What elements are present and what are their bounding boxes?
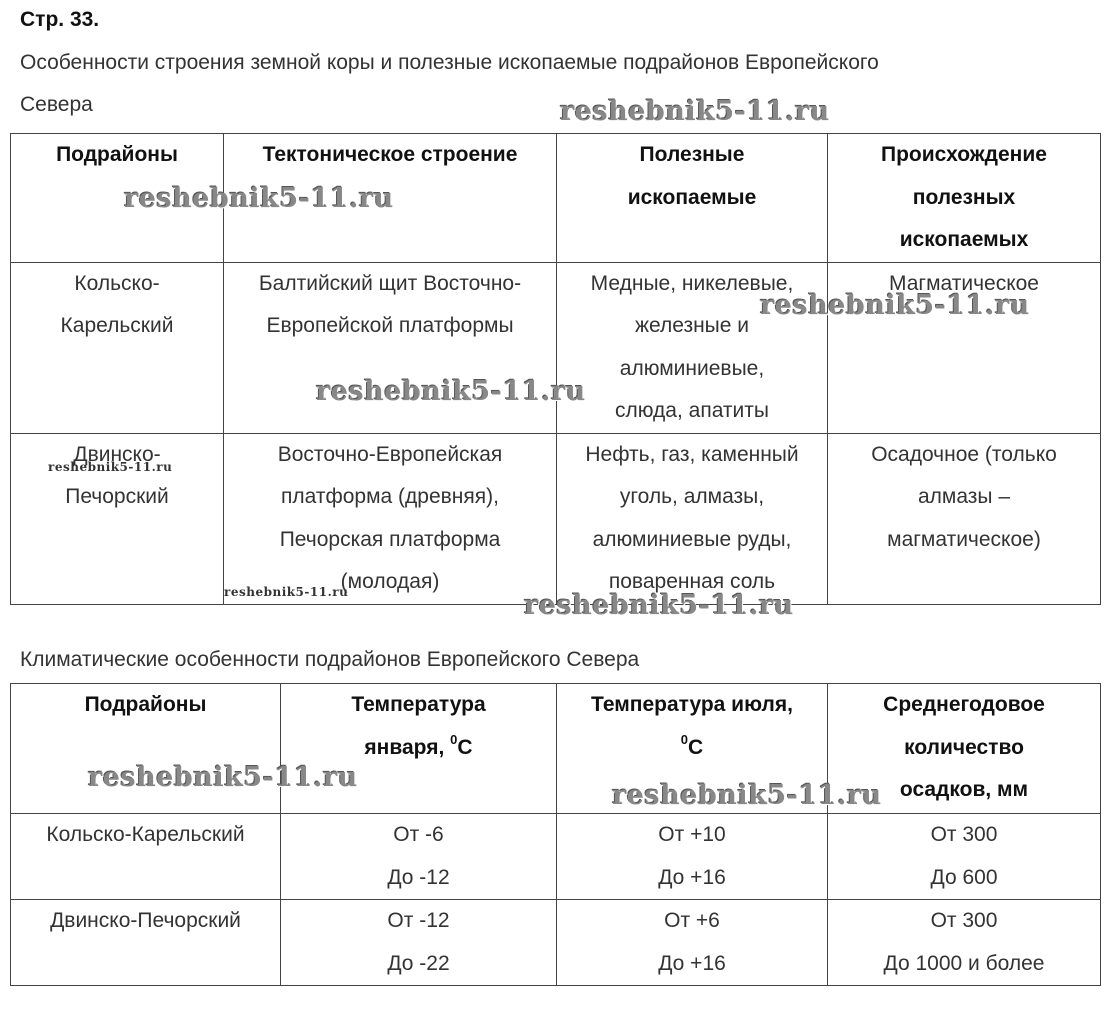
table-row [11,900,1101,986]
section-title-climate: Климатические особенности подрайонов Европейского Севера [20,648,640,671]
geology-table [10,133,1101,605]
watermark: reshebnik5-11.ru [88,762,358,793]
cell-january-temp: От -6 До -12 [281,814,557,900]
header-july-temp: Температура июля, $^0$С [557,684,828,814]
cell-tectonics: Восточно-Европейская платформа (древняя), Печорская платформа (молодая) [224,433,557,604]
table-row [11,814,1101,900]
intro-line-2: Севера [20,93,93,116]
cell-minerals: Нефть, газ, каменный уголь, алмазы, алюминиевые руды, поваренная соль [557,433,828,604]
cell-january-temp: От -12 До -22 [281,900,557,986]
table-header-row [11,134,1101,263]
climate-table [10,683,1101,986]
page-number: Стр. 33. [20,8,100,31]
cell-origin: Осадочное (только алмазы – магматическое) [828,433,1101,604]
header-precipitation: Среднегодовое количество осадков, мм [828,684,1101,814]
cell-subregion: Двинско-Печорский [11,900,281,986]
table-row [11,262,1101,433]
header-subregion: Подрайоны [11,684,281,814]
header-origin: Происхождение полезных ископаемых [828,134,1101,263]
cell-subregion: Кольско- Карельский [11,262,224,433]
watermark: reshebnik5-11.ru [224,585,349,599]
degree-superscript: 0 [450,731,458,747]
header-tectonics: Тектоническое строение [224,134,557,263]
table-header-row [11,684,1101,814]
section-title-geology [20,42,1080,126]
cell-subregion: Двинско- Печорский [11,433,224,604]
watermark: reshebnik5-11.ru [760,290,1030,321]
cell-tectonics: Балтийский щит Восточно- Европейской платформы [224,262,557,433]
table-row [11,433,1101,604]
watermark: reshebnik5-11.ru [124,183,394,214]
cell-subregion: Кольско-Карельский [11,814,281,900]
watermark: reshebnik5-11.ru [560,96,830,127]
cell-precipitation: От 300 До 600 [828,814,1101,900]
cell-july-temp: От +10 До +16 [557,814,828,900]
watermark: reshebnik5-11.ru [48,460,173,474]
cell-july-temp: От +6 До +16 [557,900,828,986]
cell-origin: Магматическое [828,262,1101,433]
header-subregion: Подрайоны [11,134,224,263]
degree-superscript: 0 [680,731,689,747]
watermark: reshebnik5-11.ru [524,590,794,621]
header-january-temp: Температура января, $^0$С [281,684,557,814]
intro-line-1: Особенности строения земной коры и полезные ископаемые подрайонов Европейского [20,51,879,74]
cell-precipitation: От 300 До 1000 и более [828,900,1101,986]
watermark: reshebnik5-11.ru [316,376,586,407]
header-minerals: Полезные ископаемые [557,134,828,263]
cell-minerals: Медные, никелевые, железные и алюминиевые, слюда, апатиты [557,262,828,433]
watermark: reshebnik5-11.ru [612,780,882,811]
